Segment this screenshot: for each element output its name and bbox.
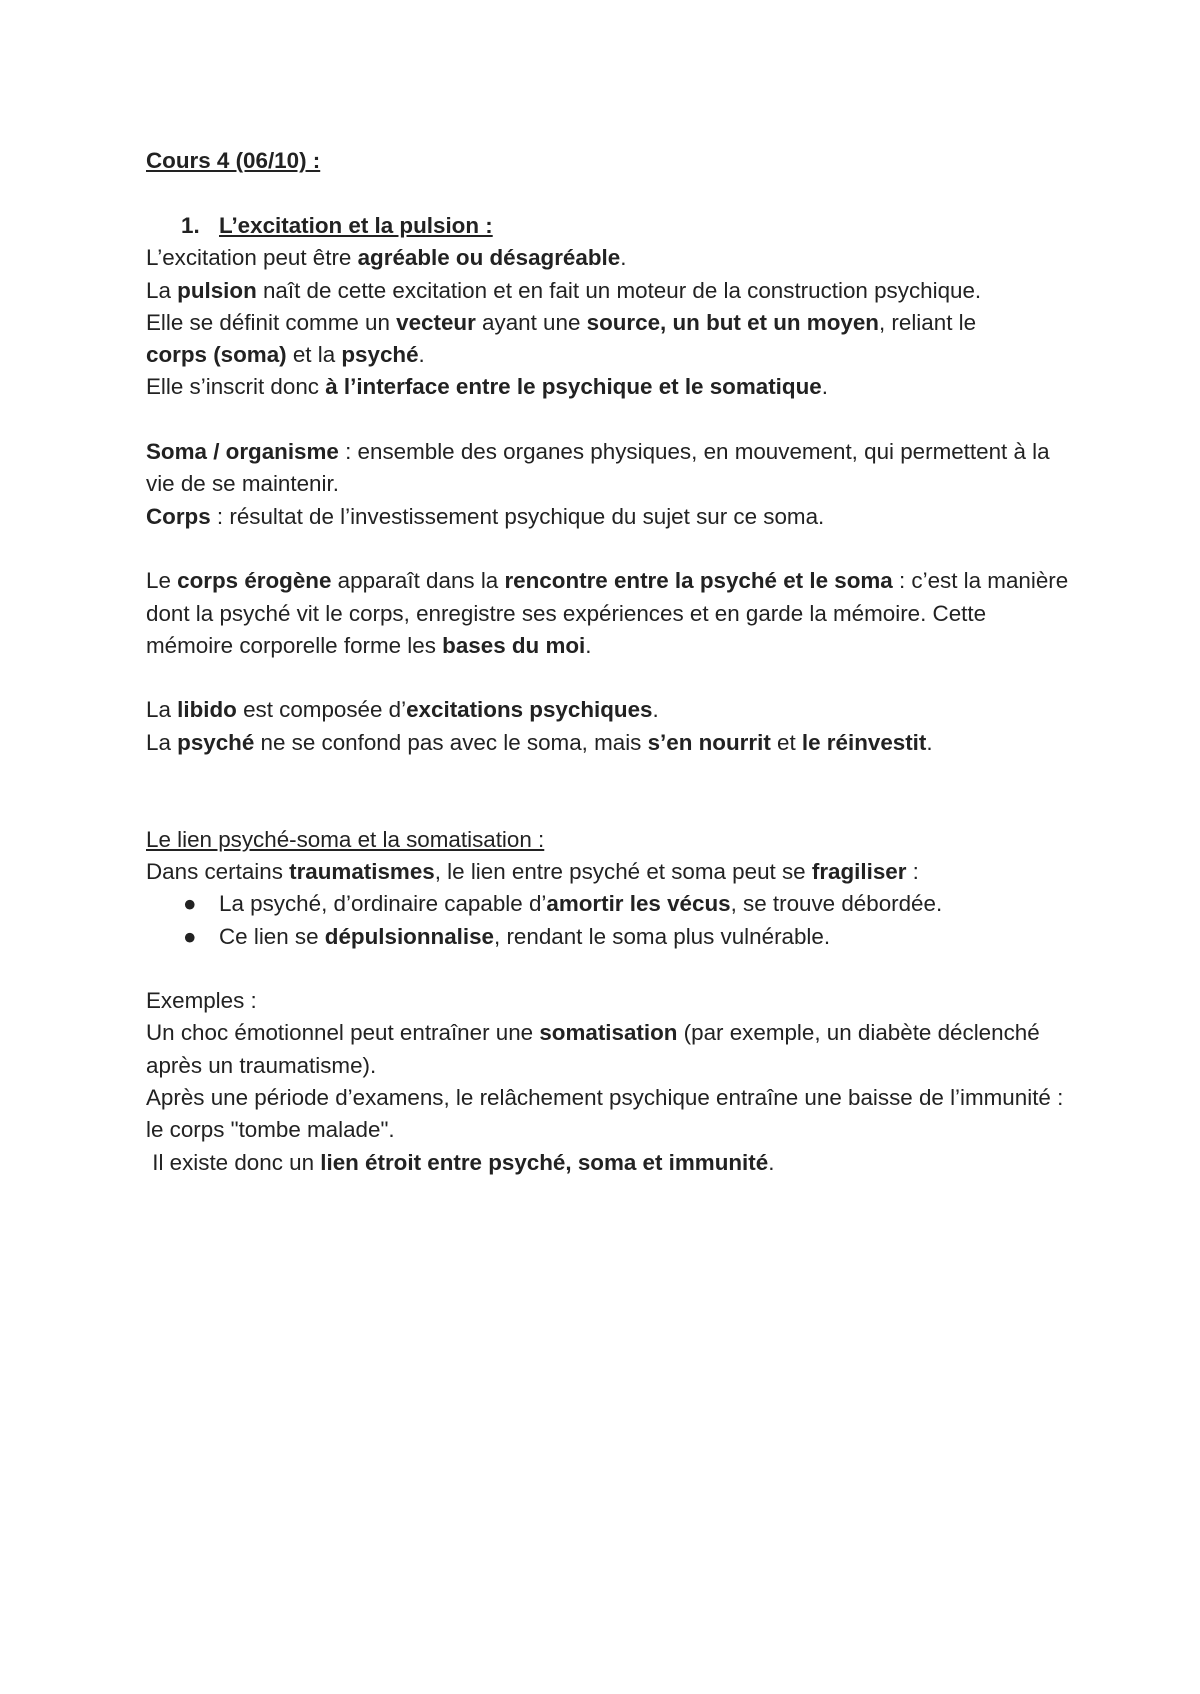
page-title: Cours 4 (06/10) : xyxy=(146,148,321,173)
bullet-list xyxy=(146,888,1076,953)
subheading: Le lien psyché-soma et la somatisation : xyxy=(146,826,545,852)
conclusion: Il existe donc un lien étroit entre psyché, soma et immunité. xyxy=(146,1149,775,1175)
definition-corps: Corps : résultat de l’investissement psychique du sujet sur ce soma. xyxy=(146,503,825,529)
list-item: ● La psyché, d’ordinaire capable d’amortir les vécus, se trouve débordée. xyxy=(146,888,1076,920)
paragraph-interface: Elle s’inscrit donc à l’interface entre le psychique et le somatique. xyxy=(146,374,828,400)
examples-label: Exemples : xyxy=(146,988,257,1014)
paragraph-traumatismes: Dans certains traumatismes, le lien entre psyché et soma peut se fragiliser : xyxy=(146,858,919,884)
paragraph-corps-erogene: Le corps érogène apparaît dans la rencontre entre la psyché et le soma : c’est la manière dont la psyché vit le corps, enregistre ses expériences et en garde la mémoire. Cette mémoire corporelle forme les bases du moi. xyxy=(146,568,1069,658)
paragraph-pulsion: La pulsion naît de cette excitation et en fait un moteur de la construction psychique. xyxy=(146,277,982,303)
bullet-icon: ● xyxy=(183,891,197,917)
section-number: 1. xyxy=(181,213,200,238)
example-somatisation: Un choc émotionnel peut entraîner une somatisation (par exemple, un diabète déclenché après un traumatisme). xyxy=(146,1020,1040,1078)
bullet-icon: ● xyxy=(183,923,197,949)
document-page xyxy=(146,145,1076,1179)
section-title: L’excitation et la pulsion : xyxy=(219,213,493,238)
section-heading xyxy=(146,210,1076,242)
list-item: ● Ce lien se dépulsionnalise, rendant le soma plus vulnérable. xyxy=(146,921,1076,953)
definition-soma: Soma / organisme : ensemble des organes physiques, en mouvement, qui permettent à la vie de se maintenir. xyxy=(146,439,1050,497)
paragraph-libido: La libido est composée d’excitations psychiques. xyxy=(146,697,659,723)
paragraph-psyche: La psyché ne se confond pas avec le soma, mais s’en nourrit et le réinvestit. xyxy=(146,729,933,755)
example-immunite: Après une période d’examens, le relâchement psychique entraîne une baisse de l’immunité : le corps "tombe malade". xyxy=(146,1085,1064,1143)
paragraph-excitation: L’excitation peut être agréable ou désagréable. xyxy=(146,245,627,271)
paragraph-vecteur: Elle se définit comme un vecteur ayant une source, un but et un moyen, reliant le corps (soma) et la psyché. xyxy=(146,309,977,368)
